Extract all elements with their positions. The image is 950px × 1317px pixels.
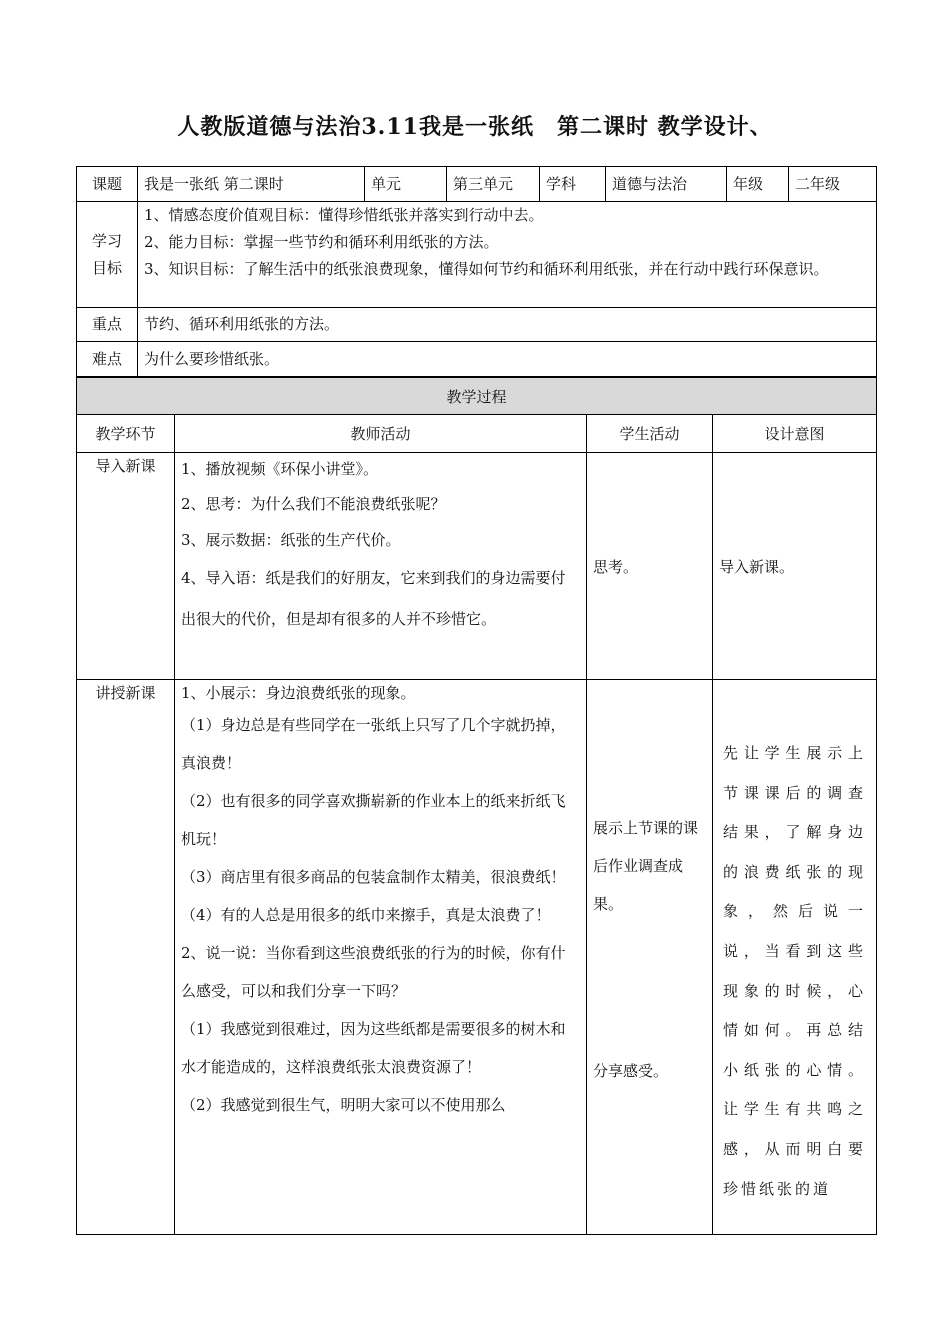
header-teacher-activity: 教师活动 xyxy=(175,415,587,453)
topic-label: 课题 xyxy=(77,167,138,202)
student-activity-cell xyxy=(587,680,713,1235)
lesson-info-table xyxy=(76,166,877,377)
stage-name: 导入新课 xyxy=(77,453,175,680)
teacher-activity-item: 2、思考：为什么我们不能浪费纸张呢？ xyxy=(181,495,446,513)
student-activity: 展示上节课的课后作业调查成果。 xyxy=(593,819,699,913)
stage-name: 讲授新课 xyxy=(77,680,175,1235)
header-design-intent: 设计意图 xyxy=(713,415,877,453)
subject-value: 道德与法治 xyxy=(606,167,727,202)
teacher-activity-item: 2、说一说：当你看到这些浪费纸张的行为的时候，你有什么感受，可以和我们分享一下吗？ xyxy=(181,944,566,1000)
teacher-activity-item: 1、小展示：身边浪费纸张的现象。 xyxy=(181,684,416,702)
topic-value: 我是一张纸 第二课时 xyxy=(138,167,365,202)
subject-label: 学科 xyxy=(540,167,606,202)
teacher-activity-item: （1）我感觉到很难过，因为这些纸都是需要很多的树木和水才能造成的，这样浪费纸张太浪费资源了！ xyxy=(181,1020,566,1076)
student-activity: 分享感受。 xyxy=(593,1062,669,1080)
document-title: 人教版道德与法治3.11我是一张纸 第二课时 教学设计、 xyxy=(177,114,773,140)
difficulty-label: 难点 xyxy=(77,342,138,377)
design-intent: 导入新课。 xyxy=(713,453,877,680)
unit-label: 单元 xyxy=(365,167,447,202)
header-student-activity: 学生活动 xyxy=(587,415,713,453)
teacher-activity-item: （2）也有很多的同学喜欢撕崭新的作业本上的纸来折纸飞机玩！ xyxy=(181,792,566,848)
student-activity: 思考。 xyxy=(587,453,713,680)
process-heading: 教学过程 xyxy=(77,378,877,415)
teacher-activity-item: （2）我感觉到很生气，明明大家可以不使用那么 xyxy=(181,1096,506,1114)
header-stage: 教学环节 xyxy=(77,415,175,453)
unit-value: 第三单元 xyxy=(447,167,540,202)
design-intent: 先让学生展示上节课课后的调查结果，了解身边的浪费纸张的现象，然后说一说，当看到这些现象的时候，心情如何。再总结小纸张的心情。让学生有共鸣之感，从而明白要珍惜纸张的道 xyxy=(723,744,867,1198)
objective-item: 2、能力目标：掌握一些节约和循环利用纸张的方法。 xyxy=(144,233,499,251)
teacher-activity-item: 3、展示数据：纸张的生产代价。 xyxy=(181,531,401,549)
objectives-cell xyxy=(138,202,877,308)
objectives-label-line-1: 学习 xyxy=(91,231,122,250)
grade-label: 年级 xyxy=(727,167,789,202)
design-intent-cell xyxy=(713,680,877,1235)
teacher-activity-item: （1）身边总是有些同学在一张纸上只写了几个字就扔掉，真浪费！ xyxy=(181,716,566,772)
objective-item: 3、知识目标：了解生活中的纸张浪费现象，懂得如何节约和循环利用纸张，并在行动中践行环保意识。 xyxy=(144,260,829,278)
grade-value: 二年级 xyxy=(789,167,877,202)
teacher-activity-item: 4、导入语：纸是我们的好朋友，它来到我们的身边需要付出很大的代价，但是却有很多的人并不珍惜它。 xyxy=(181,569,566,628)
teacher-activity-item: 1、播放视频《环保小讲堂》。 xyxy=(181,460,379,478)
objectives-label xyxy=(77,202,138,308)
objectives-label-line-2: 目标 xyxy=(91,258,122,277)
teacher-activity-item: （3）商店里有很多商品的包装盒制作太精美，很浪费纸！ xyxy=(181,868,566,886)
teacher-activity-cell xyxy=(175,453,587,680)
teacher-activity-cell xyxy=(175,680,587,1235)
objective-item: 1、情感态度价值观目标：懂得珍惜纸张并落实到行动中去。 xyxy=(144,206,544,224)
key-point-value: 节约、循环利用纸张的方法。 xyxy=(138,308,877,342)
teaching-process-table xyxy=(76,377,877,1235)
key-point-label: 重点 xyxy=(77,308,138,342)
teacher-activity-item: （4）有的人总是用很多的纸巾来擦手，真是太浪费了！ xyxy=(181,906,551,924)
difficulty-value: 为什么要珍惜纸张。 xyxy=(138,342,877,377)
